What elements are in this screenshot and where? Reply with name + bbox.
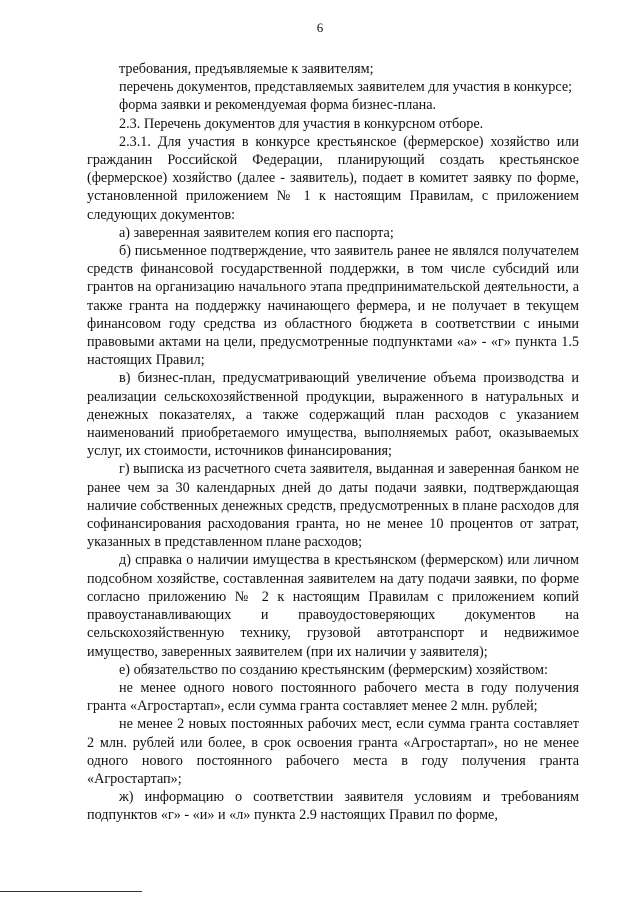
document-body [87,60,579,825]
paragraph-section-2-3-1: 2.3.1. Для участия в конкурсе крестьянское (фермерское) хозяйство или гражданин Российской Федерации, планирующий создать крестьянское (фермерское) хозяйство (далее - заявитель), подает в комитет заявку по форме, установленной приложением № 1 к настоящим Правилам, с приложением следующих документов: [87,133,579,223]
footer-divider [0,891,142,892]
paragraph-item-e-one-job: не менее одного нового постоянного рабочего места в году получения гранта «Агростартап», если сумма гранта составляет менее 2 млн. рублей; [87,679,579,715]
paragraph-item-e: е) обязательство по созданию крестьянским (фермерским) хозяйством: [119,661,548,678]
paragraph-item-e-two-jobs: не менее 2 новых постоянных рабочих мест, если сумма гранта составляет 2 млн. рублей или более, в срок освоения гранта «Агростартап», но не менее одного нового постоянного рабочего места в году получения гранта «Агростартап»; [87,716,579,787]
paragraph-documents-list: перечень документов, представляемых заявителем для участия в конкурсе; [119,79,573,96]
paragraph-item-d: д) справка о наличии имущества в крестьянском (фермерском) или личном подсобном хозяйстве, составленная заявителем на дату подачи заявки, по форме согласно приложению № 2 к настоящим Правилам с приложением копий правоустанавливающих и правоудостоверяющих документов на сельскохозяйственную технику, грузовой автотранспорт и недвижимое имущество, заверенных заявителем (при их наличии у заявителя); [87,552,579,660]
paragraph-item-v: в) бизнес-план, предусматривающий увеличение объема производства и реализации сельскохозяйственной продукции, выраженного в натуральных и денежных показателях, а также содержащий план расходов с указанием наименований приобретаемого имущества, выполняемых работ, оказываемых услуг, их стоимости, источников финансирования; [87,370,579,460]
paragraph-item-g: г) выписка из расчетного счета заявителя, выданная и заверенная банком не ранее чем за 30 календарных дней до даты подачи заявки, подтверждающая наличие собственных денежных средств, предусмотренных в плане расходов для софинансирования расходования гранта, но не менее 10 процентов от затрат, указанных в представленном плане расходов; [87,461,579,551]
paragraph-item-zh: ж) информацию о соответствии заявителя условиям и требованиям подпунктов «г» - «и» и «л» пункта 2.9 настоящих Правил по форме, [87,789,579,824]
paragraph-section-2-3: 2.3. Перечень документов для участия в конкурсном отборе. [119,115,484,132]
paragraph-item-b: б) письменное подтверждение, что заявитель ранее не являлся получателем средств финансовой государственной поддержки, в том числе субсидий или грантов на организацию начального этапа предпринимательской деятельности, а также гранта на поддержку начинающего фермера, и не получает в текущем финансовом году средства из областного бюджета в соответствии с иными правовыми актами на цели, предусмотренные подпунктами «а» - «г» пункта 1.5 настоящих Правил; [87,243,579,369]
paragraph-requirements: требования, предъявляемые к заявителям; [119,61,374,77]
paragraph-application-form: форма заявки и рекомендуемая форма бизнес-плана. [119,97,437,114]
page-number: 6 [316,20,324,35]
paragraph-item-a: а) заверенная заявителем копия его паспорта; [119,224,394,241]
